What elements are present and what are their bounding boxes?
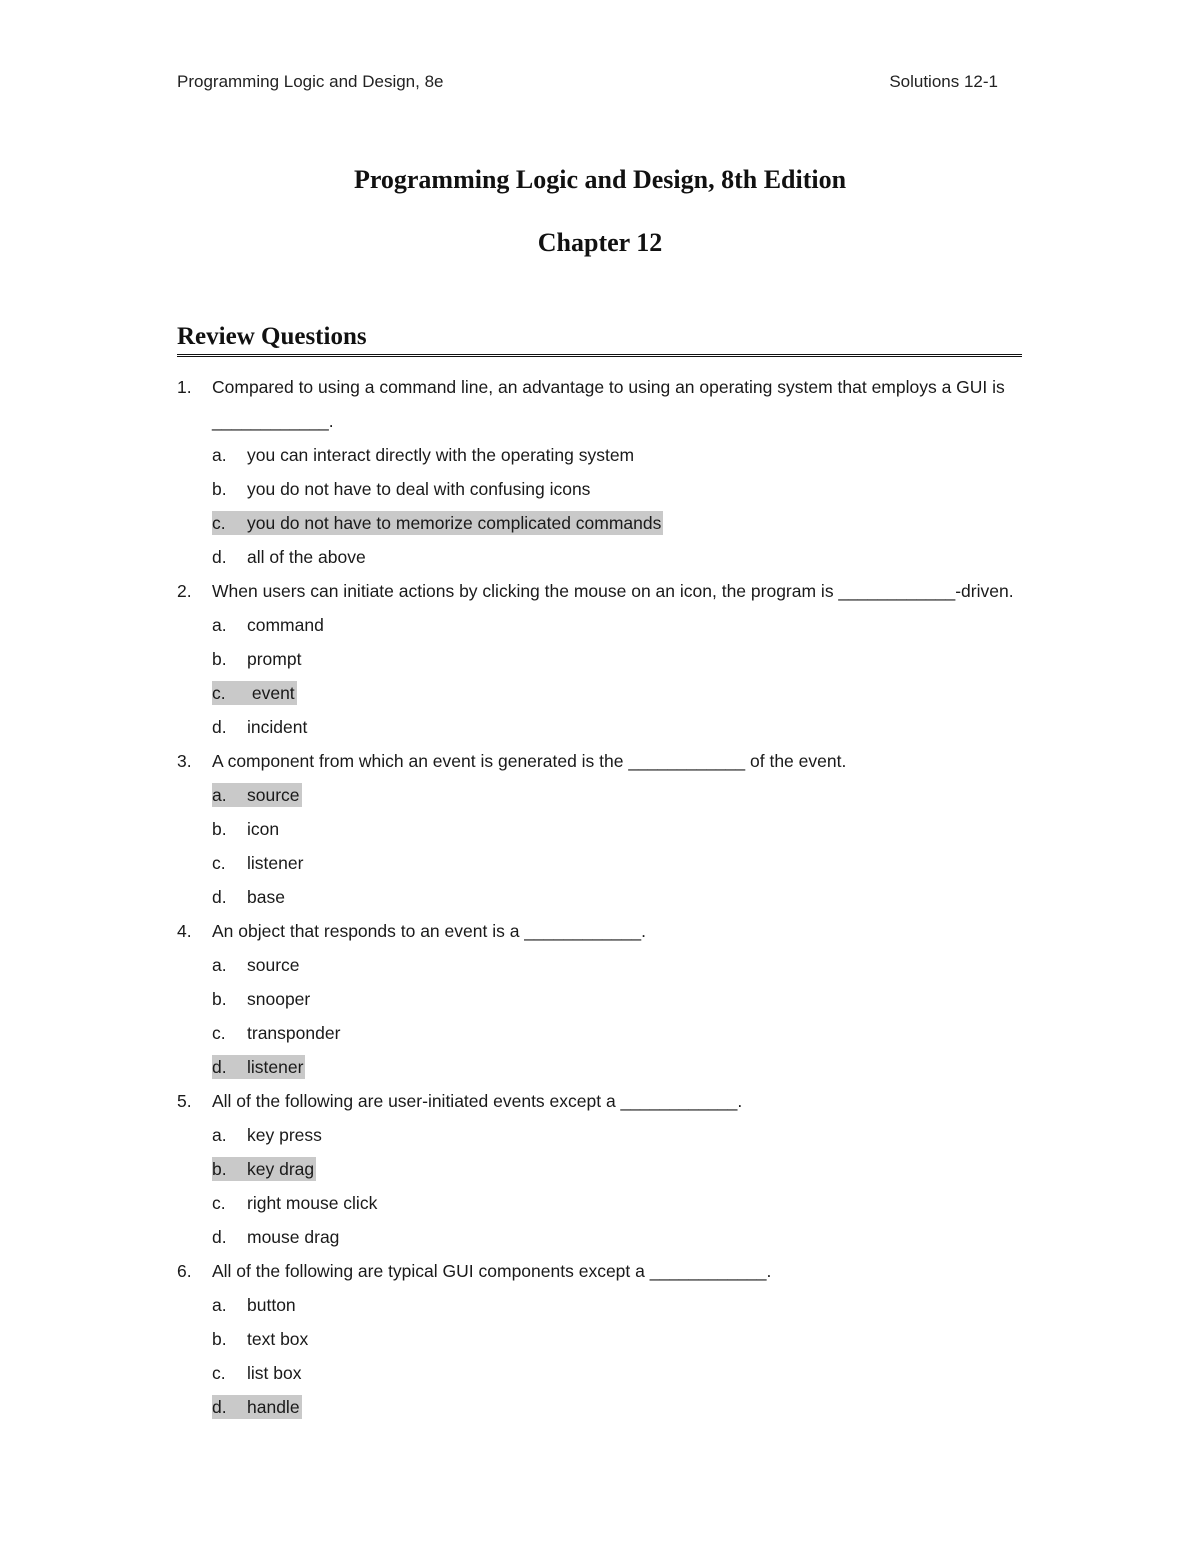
correct-answer-option bbox=[212, 1395, 302, 1419]
question-text: When users can initiate actions by clicking the mouse on an icon, the program is ____________-driven. bbox=[212, 581, 1014, 601]
option-row bbox=[177, 846, 1022, 880]
option-text: listener bbox=[247, 853, 304, 873]
option-text: base bbox=[247, 887, 285, 907]
option-letter: b. bbox=[212, 649, 227, 669]
option-letter: d. bbox=[212, 717, 227, 737]
option-letter: d. bbox=[212, 887, 227, 907]
option-letter: b. bbox=[212, 819, 227, 839]
correct-answer-option bbox=[212, 681, 297, 705]
option-row bbox=[177, 1118, 1022, 1152]
option-letter: b. bbox=[212, 479, 227, 499]
question-row bbox=[177, 744, 1022, 778]
option-row bbox=[177, 1152, 1022, 1186]
option-row bbox=[177, 1016, 1022, 1050]
answer-option bbox=[212, 613, 326, 637]
option-letter: c. bbox=[212, 513, 226, 533]
answer-option bbox=[212, 715, 309, 739]
question-text: An object that responds to an event is a ____________. bbox=[212, 921, 646, 941]
option-row bbox=[177, 1356, 1022, 1390]
question-number: 4. bbox=[177, 921, 192, 941]
option-letter: c. bbox=[212, 1023, 226, 1043]
option-text: source bbox=[247, 785, 300, 805]
option-row bbox=[177, 812, 1022, 846]
option-letter: d. bbox=[212, 1227, 227, 1247]
option-text: button bbox=[247, 1295, 296, 1315]
option-letter: a. bbox=[212, 785, 227, 805]
option-text: you can interact directly with the operating system bbox=[247, 445, 635, 465]
document-title: Programming Logic and Design, 8th Edition bbox=[353, 165, 847, 194]
option-text: key press bbox=[247, 1125, 322, 1145]
answer-option bbox=[212, 1191, 379, 1215]
option-row bbox=[177, 506, 1022, 540]
answer-option bbox=[212, 1225, 341, 1249]
option-letter: b. bbox=[212, 989, 227, 1009]
option-text: text box bbox=[247, 1329, 309, 1349]
option-row bbox=[177, 982, 1022, 1016]
answer-option bbox=[212, 545, 368, 569]
option-text: source bbox=[247, 955, 300, 975]
option-row bbox=[177, 880, 1022, 914]
answer-option bbox=[212, 885, 287, 909]
question-row bbox=[177, 574, 1022, 608]
question-list bbox=[177, 370, 1022, 1424]
option-text: list box bbox=[247, 1363, 302, 1383]
answer-option bbox=[212, 817, 281, 841]
correct-answer-option bbox=[212, 1157, 316, 1181]
option-letter: c. bbox=[212, 1193, 226, 1213]
answer-option bbox=[212, 1123, 324, 1147]
answer-option bbox=[212, 1327, 310, 1351]
option-letter: a. bbox=[212, 1295, 227, 1315]
correct-answer-option bbox=[212, 511, 663, 535]
option-row bbox=[177, 438, 1022, 472]
answer-option bbox=[212, 851, 305, 875]
option-letter: a. bbox=[212, 615, 227, 635]
option-text: handle bbox=[247, 1397, 300, 1417]
correct-answer-option bbox=[212, 783, 302, 807]
question-number: 5. bbox=[177, 1091, 192, 1111]
header-left: Programming Logic and Design, 8e bbox=[177, 72, 444, 91]
option-text: all of the above bbox=[247, 547, 366, 567]
option-text: listener bbox=[247, 1057, 304, 1077]
question-row bbox=[177, 1254, 1022, 1288]
option-text: transponder bbox=[247, 1023, 341, 1043]
option-row bbox=[177, 1288, 1022, 1322]
question-number: 3. bbox=[177, 751, 192, 771]
question-text: Compared to using a command line, an advantage to using an operating system that employs a GUI is bbox=[212, 377, 1005, 397]
question-number: 1. bbox=[177, 377, 192, 397]
option-text: incident bbox=[247, 717, 308, 737]
header-right: Solutions 12-1 bbox=[889, 72, 998, 91]
option-row bbox=[177, 472, 1022, 506]
question-blank: ____________. bbox=[212, 411, 334, 431]
option-letter: a. bbox=[212, 955, 227, 975]
option-text: you do not have to deal with confusing icons bbox=[247, 479, 591, 499]
answer-option bbox=[212, 443, 636, 467]
option-row bbox=[177, 1220, 1022, 1254]
answer-option bbox=[212, 1361, 303, 1385]
option-text: key drag bbox=[247, 1159, 315, 1179]
option-letter: b. bbox=[212, 1329, 227, 1349]
section-heading: Review Questions bbox=[177, 322, 1022, 357]
question-number: 2. bbox=[177, 581, 192, 601]
question-row bbox=[177, 370, 1022, 404]
option-letter: d. bbox=[212, 1397, 227, 1417]
question-text: All of the following are typical GUI components except a ____________. bbox=[212, 1261, 772, 1281]
answer-option bbox=[212, 1021, 342, 1045]
option-row bbox=[177, 1186, 1022, 1220]
option-row bbox=[177, 1322, 1022, 1356]
question-row bbox=[177, 914, 1022, 948]
option-text: mouse drag bbox=[247, 1227, 340, 1247]
correct-answer-option bbox=[212, 1055, 305, 1079]
option-letter: b. bbox=[212, 1159, 227, 1179]
option-letter: d. bbox=[212, 547, 227, 567]
option-row bbox=[177, 1050, 1022, 1084]
answer-option bbox=[212, 647, 303, 671]
option-text: prompt bbox=[247, 649, 302, 669]
option-row bbox=[177, 948, 1022, 982]
option-row bbox=[177, 1390, 1022, 1424]
question-text: A component from which an event is generated is the ____________ of the event. bbox=[212, 751, 847, 771]
option-row bbox=[177, 676, 1022, 710]
option-row bbox=[177, 642, 1022, 676]
question-row bbox=[177, 1084, 1022, 1118]
option-text: command bbox=[247, 615, 324, 635]
page-header bbox=[177, 72, 998, 92]
option-row bbox=[177, 608, 1022, 642]
answer-option bbox=[212, 1293, 298, 1317]
option-letter: c. bbox=[212, 683, 226, 703]
answer-option bbox=[212, 953, 302, 977]
question-number: 6. bbox=[177, 1261, 192, 1281]
option-text: you do not have to memorize complicated commands bbox=[247, 513, 662, 533]
option-letter: c. bbox=[212, 1363, 226, 1383]
option-text: right mouse click bbox=[247, 1193, 378, 1213]
option-letter: d. bbox=[212, 1057, 227, 1077]
option-letter: c. bbox=[212, 853, 226, 873]
option-row bbox=[177, 778, 1022, 812]
option-text: icon bbox=[247, 819, 280, 839]
question-text: All of the following are user-initiated events except a ____________. bbox=[212, 1091, 743, 1111]
option-row bbox=[177, 710, 1022, 744]
chapter-title: Chapter 12 bbox=[537, 228, 663, 257]
answer-option bbox=[212, 477, 592, 501]
option-letter: a. bbox=[212, 1125, 227, 1145]
answer-option bbox=[212, 987, 312, 1011]
option-text: snooper bbox=[247, 989, 311, 1009]
option-text: event bbox=[247, 683, 295, 703]
option-letter: a. bbox=[212, 445, 227, 465]
option-row bbox=[177, 540, 1022, 574]
